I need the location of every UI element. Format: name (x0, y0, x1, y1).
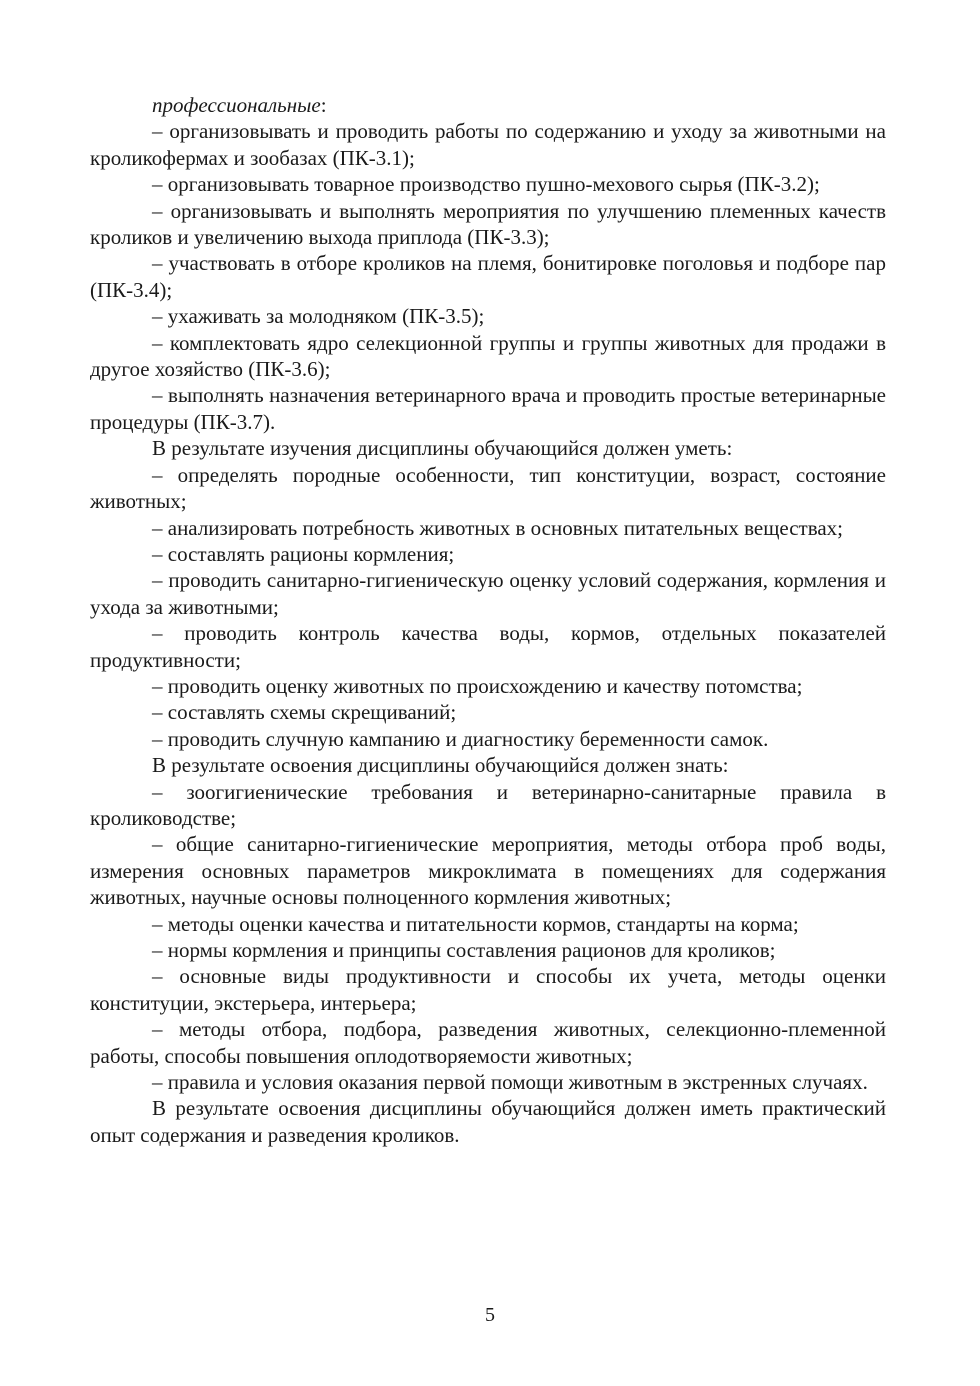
competency-pk-3-2: – организовывать товарное производство пушно-мехового сырья (ПК-3.2); (152, 172, 820, 197)
competency-pk-3-3: – организовывать и выполнять мероприятия по улучшению племенных качеств кроликов и увеличению выхода приплода (ПК-3.3); (90, 198, 886, 250)
skill-item: – проводить оценку животных по происхождению и качеству потомства; (152, 673, 803, 698)
competency-pk-3-4: – участвовать в отборе кроликов на племя, бонитировке поголовья и подборе пар (ПК-3.4); (90, 251, 886, 302)
skill-item: – проводить контроль качества воды, кормов, отдельных показателей продуктивности; (90, 621, 886, 672)
section-heading-professional (90, 92, 886, 118)
knowledge-item: – зоогигиенические требования и ветеринарно-санитарные правила в кролиководстве; (90, 779, 886, 830)
skill-item: – анализировать потребность животных в основных питательных веществах; (152, 515, 844, 540)
competency-pk-3-7: – выполнять назначения ветеринарного врача и проводить простые ветеринарные процедуры (ПК-3.7). (90, 383, 886, 434)
page-number: 5 (485, 1304, 495, 1326)
skills-intro: В результате изучения дисциплины обучающийся должен уметь: (152, 436, 733, 461)
competency-pk-3-6: – комплектовать ядро селекционной группы и группы животных для продажи в другое хозяйство (ПК-3.6); (90, 330, 886, 382)
practical-experience: В результате освоения дисциплины обучающийся должен иметь практический опыт содержания и разведения кроликов. (90, 1096, 886, 1147)
body-text (90, 92, 886, 1148)
skill-item: – определять породные особенности, тип конституции, возраст, состояние животных; (90, 462, 886, 514)
skill-item: – проводить случную кампанию и диагностику беременности самок. (152, 726, 769, 751)
competency-pk-3-5: – ухаживать за молодняком (ПК-3.5); (152, 304, 485, 329)
skill-item: – составлять рационы кормления; (152, 541, 455, 566)
heading-colon: : (320, 93, 327, 117)
knowledge-item: – правила и условия оказания первой помощи животным в экстренных случаях. (152, 1070, 868, 1095)
heading-italic: профессиональные (152, 93, 321, 117)
knowledge-intro: В результате освоения дисциплины обучающийся должен знать: (152, 753, 729, 778)
skill-item: – проводить санитарно-гигиеническую оценку условий содержания, кормления и ухода за животными; (90, 568, 886, 619)
skill-item: – составлять схемы скрещиваний; (152, 700, 457, 725)
knowledge-item: – общие санитарно-гигиенические мероприятия, методы отбора проб воды, измерения основных параметров микроклимата в помещениях для содержания животных, научные основы полноценного кормления животных; (90, 832, 886, 910)
competency-pk-3-1: – организовывать и проводить работы по содержанию и уходу за животными на кроликофермах и зообазах (ПК-3.1); (90, 119, 886, 170)
knowledge-item: – нормы кормления и принципы составления рационов для кроликов; (152, 938, 776, 962)
knowledge-item: – основные виды продуктивности и способы их учета, методы оценки конституции, экстерьера, интерьера; (90, 964, 886, 1015)
knowledge-item: – методы оценки качества и питательности кормов, стандарты на корма; (152, 911, 799, 936)
knowledge-item: – методы отбора, подбора, разведения животных, селекционно-племенной работы, способы повышения оплодотворяемости животных; (90, 1017, 886, 1068)
